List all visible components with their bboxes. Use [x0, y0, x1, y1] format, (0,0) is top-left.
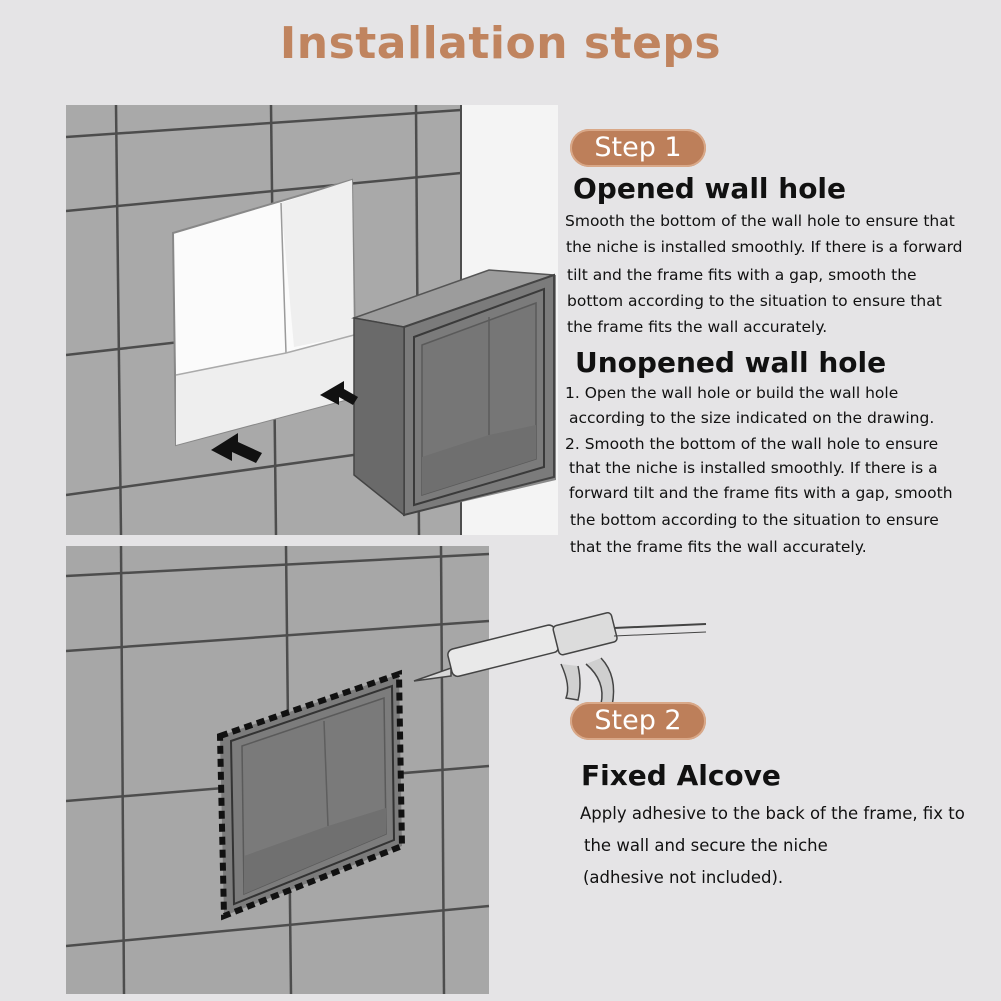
unopened-wall-hole-heading: Unopened wall hole — [575, 346, 887, 379]
unopened-text-line: that the frame fits the wall accurately. — [570, 538, 867, 556]
unopened-text-line: 1. Open the wall hole or build the wall hole — [565, 384, 899, 402]
unopened-text-line: that the niche is installed smoothly. If there is a — [569, 459, 938, 477]
step2-badge: Step 2 — [570, 702, 706, 740]
opened-text-line: Smooth the bottom of the wall hole to ensure that — [565, 212, 955, 230]
fixed-alcove-heading: Fixed Alcove — [581, 759, 781, 792]
unopened-text-line: according to the size indicated on the drawing. — [569, 409, 935, 427]
opened-text-line: tilt and the frame fits with a gap, smooth the — [567, 266, 917, 284]
opened-text-line: the frame fits the wall accurately. — [567, 318, 828, 336]
unopened-text-line: 2. Smooth the bottom of the wall hole to ensure — [565, 435, 939, 453]
step2-text-line: Apply adhesive to the back of the frame, fix to — [580, 804, 965, 823]
unopened-text-line: the bottom according to the situation to ensure — [570, 511, 939, 529]
opened-wall-hole-heading: Opened wall hole — [573, 172, 847, 205]
unopened-text-line: forward tilt and the frame fits with a gap, smooth — [569, 484, 953, 502]
opened-text-line: the niche is installed smoothly. If there is a forward — [566, 238, 963, 256]
page-title: Installation steps — [279, 18, 722, 69]
opened-text-line: bottom according to the situation to ensure that — [567, 292, 942, 310]
step1-illustration — [66, 105, 558, 535]
step2-text-line: the wall and secure the niche — [584, 836, 828, 855]
step1-badge: Step 1 — [570, 129, 706, 167]
step2-text-line: (adhesive not included). — [583, 868, 784, 887]
